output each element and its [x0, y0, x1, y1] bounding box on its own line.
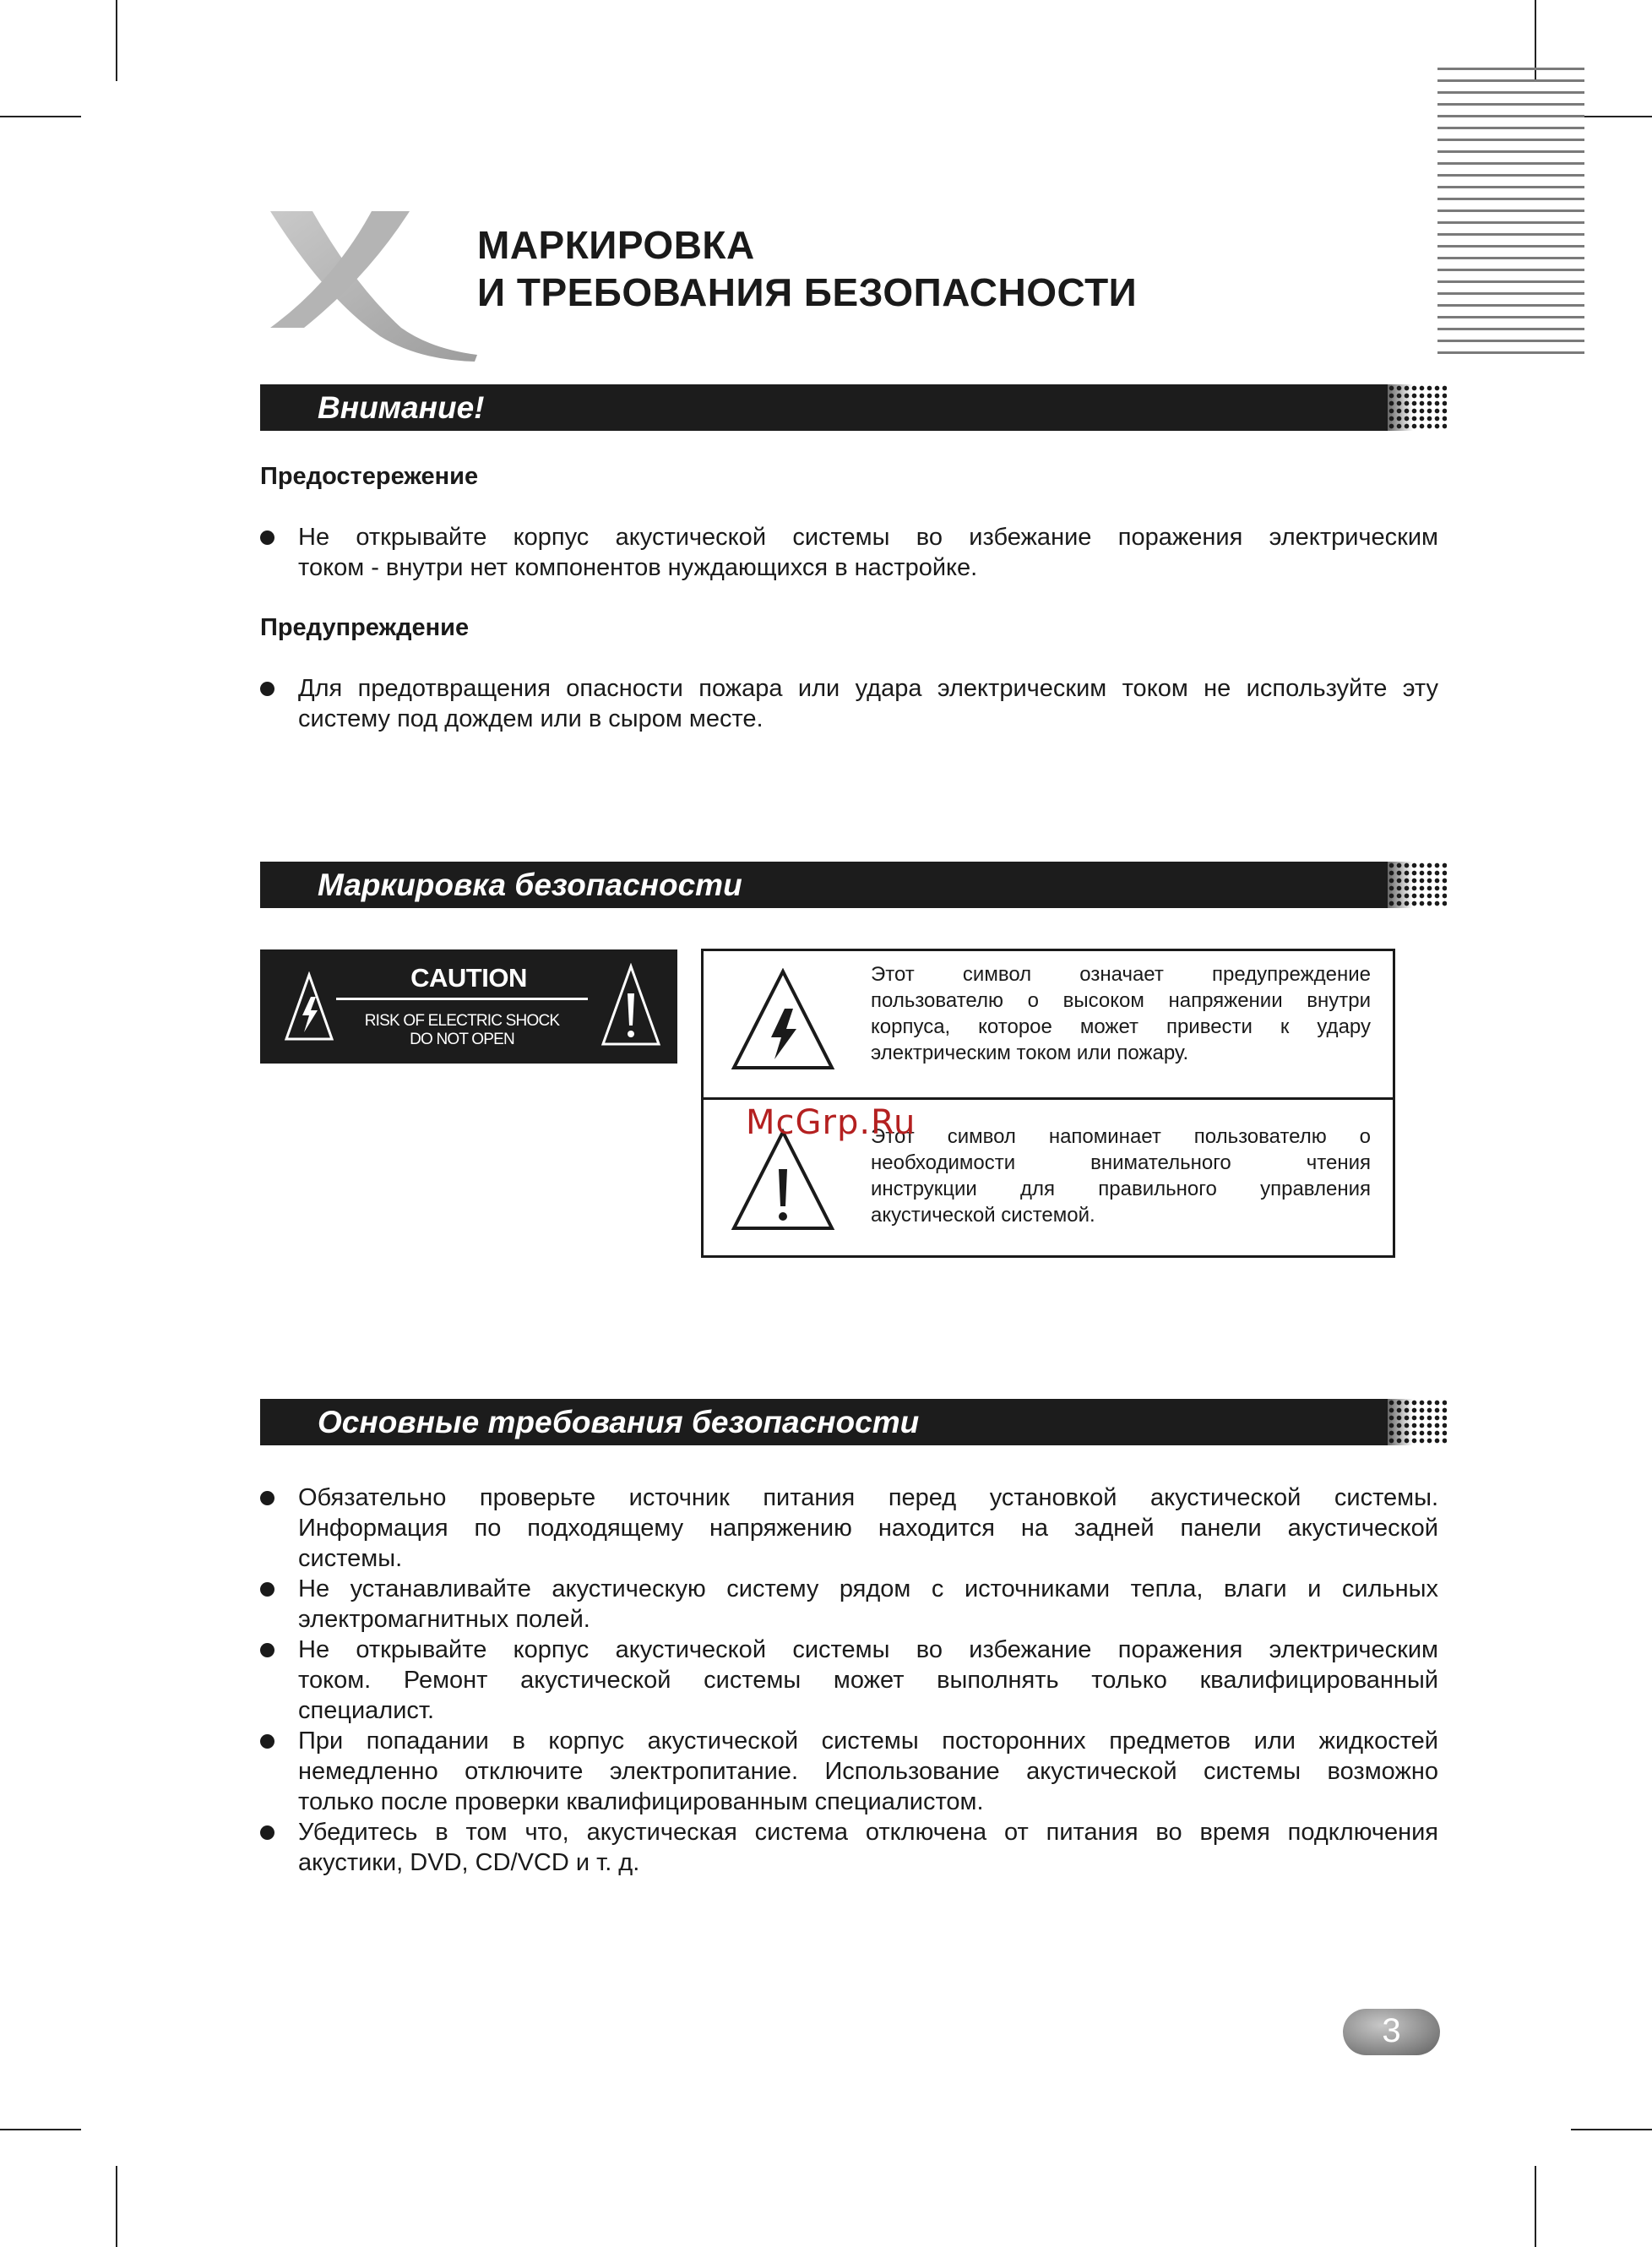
symbol2-description — [871, 1124, 1371, 1228]
text-line: акустической системой. — [871, 1204, 1095, 1227]
bullet-icon — [260, 1825, 274, 1840]
caution-divider — [336, 998, 588, 1000]
text-line: необходимости внимательного чтения — [871, 1151, 1371, 1174]
section-bar-attention — [260, 384, 1443, 431]
caution-line: RISK OF ELECTRIC SHOCK — [364, 1012, 560, 1030]
text-line: немедленно отключите электропитание. Использование акустической системы возможно — [298, 1758, 1438, 1785]
bullet-icon — [260, 530, 274, 545]
bar-fade — [1375, 1399, 1413, 1445]
table-divider — [704, 1097, 1393, 1100]
text-line: электромагнитных полей. — [298, 1606, 590, 1633]
section-heading: Внимание! — [318, 390, 485, 425]
decorative-stripes — [1437, 68, 1584, 360]
exclamation-triangle-icon — [731, 1129, 835, 1232]
text-line: Информация по подходящему напряжению находится на задней панели акустической — [298, 1515, 1438, 1542]
text-line: Не открывайте корпус акустической системы во избежание поражения электрическим — [298, 1636, 1438, 1663]
lightning-triangle-icon — [731, 968, 835, 1071]
list-item — [298, 1726, 1438, 1817]
text-line: Не устанавливайте акустическую систему рядом с источниками тепла, влаги и сильных — [298, 1575, 1438, 1602]
brand-x-logo-icon — [253, 209, 481, 362]
list-item — [298, 1483, 1438, 1574]
text-line: электрическим током или пожару. — [871, 1042, 1189, 1064]
watermark: McGrp.Ru — [746, 1103, 916, 1142]
section-bar-marking — [260, 862, 1443, 908]
text-line: При попадании в корпус акустической системы посторонних предметов или жидкостей — [298, 1727, 1438, 1755]
section-heading: Маркировка безопасности — [318, 868, 742, 902]
text-line: только после проверки квалифицированным специалистом. — [298, 1788, 984, 1815]
caution-line: DO NOT OPEN — [410, 1031, 514, 1048]
bullet-icon — [260, 1643, 274, 1657]
text-line: специалист. — [298, 1697, 435, 1724]
text-line: системы. — [298, 1545, 403, 1572]
bullet-icon — [260, 1734, 274, 1749]
crop-mark — [1571, 2129, 1652, 2130]
crop-mark — [116, 2166, 117, 2247]
caution-warning-text — [336, 1012, 588, 1049]
caution-subhead: Предостережение — [260, 463, 479, 490]
bullet-icon — [260, 1582, 274, 1597]
page-title-line1: МАРКИРОВКА — [477, 223, 755, 267]
page-number: 3 — [1382, 2012, 1401, 2049]
text-line: пользователю о высоком напряжении внутри — [871, 989, 1371, 1012]
crop-mark — [0, 2129, 81, 2130]
section-bar-requirements — [260, 1399, 1443, 1445]
page-title — [477, 221, 1137, 316]
page-number-badge — [1343, 2009, 1440, 2055]
bar-fade — [1375, 384, 1413, 431]
caution-label — [260, 949, 677, 1064]
list-item — [298, 1635, 1438, 1726]
list-item — [298, 1817, 1438, 1878]
text-line: Убедитесь в том что, акустическая система отключена от питания во время подключения — [298, 1819, 1438, 1846]
bullet-icon — [260, 682, 274, 696]
crop-mark — [0, 116, 81, 117]
text-line: током - внутри нет компонентов нуждающихся в настройке. — [298, 554, 978, 581]
text-line: систему под дождем или в сыром месте. — [298, 705, 764, 732]
warning-text — [298, 673, 1438, 734]
exclamation-triangle-icon — [600, 963, 662, 1047]
text-line: инструкции для правильного управления — [871, 1178, 1371, 1200]
text-line: Этот символ напоминает пользователю о — [871, 1125, 1371, 1148]
crop-mark — [116, 0, 117, 81]
text-line: Обязательно проверьте источник питания перед установкой акустической системы. — [298, 1484, 1438, 1511]
text-line: акустики, DVD, CD/VCD и т. д. — [298, 1849, 640, 1876]
caution-text — [298, 522, 1438, 583]
page-title-line2: И ТРЕБОВАНИЯ БЕЗОПАСНОСТИ — [477, 270, 1138, 314]
text-line: корпуса, которое может привести к удару — [871, 1015, 1371, 1038]
text-line: током. Ремонт акустической системы может выполнять только квалифицированный — [298, 1667, 1438, 1694]
text-line: Для предотвращения опасности пожара или удара электрическим током не используйте эту — [298, 675, 1438, 702]
text-line: Этот символ означает предупреждение — [871, 963, 1371, 986]
caution-title: CAUTION — [410, 963, 527, 993]
crop-mark — [1535, 2166, 1536, 2247]
symbol1-description — [871, 961, 1371, 1066]
text-line: Не открывайте корпус акустической системы во избежание поражения электрическим — [298, 524, 1438, 551]
section-heading: Основные требования безопасности — [318, 1405, 920, 1439]
warning-subhead: Предупреждение — [260, 614, 470, 641]
list-item — [298, 1574, 1438, 1635]
bullet-icon — [260, 1491, 274, 1505]
bar-fade — [1375, 862, 1413, 908]
